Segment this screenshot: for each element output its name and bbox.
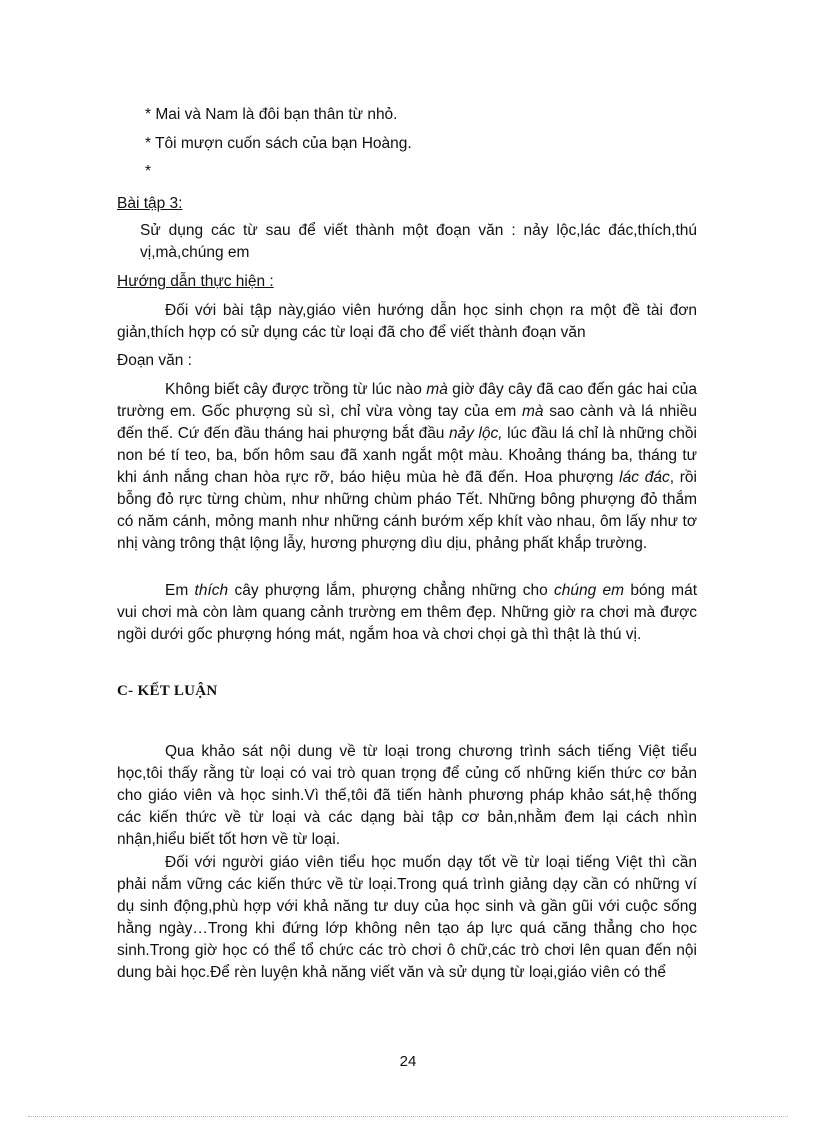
exercise-3-prompt: Sử dụng các từ sau để viết thành một đoạn văn : nảy lộc,lác đác,thích,thú vị,mà,chúng em [140,222,697,261]
keyword-nay-loc: nảy lộc, [448,425,503,442]
conclusion-paragraph-1: Qua khảo sát nội dung về từ loại trong chương trình sách tiếng Việt tiểu học,tôi thấy rằng từ loại có vai trò quan trọng để củng cố những kiến thức cơ bản cho giáo viên và học sinh.Vì thế,tôi đã tiến hành phương pháp khảo sát,hệ thống các kiến thức về từ loại và các dạng bài tập cơ bản,nhằm đem lại cách nhìn nhận,hiểu biết tốt hơn về từ loại. [117,743,697,848]
keyword-ma-2: mà [522,403,544,420]
passage-paragraph-2: Em thích cây phượng lắm, phượng chẳng những cho chúng em bóng mát vui chơi mà còn làm quang cảnh trường em thêm đẹp. Những giờ ra chơi mà được ngồi dưới gốc phượng hóng mát, ngắm hoa và chơi chọi gà thì thật là thú vị. [117,582,697,643]
example-sentence-1: * Mai và Nam là đôi bạn thân từ nhỏ. [145,106,398,123]
exercise-3-title: Bài tập 3: [117,195,183,212]
keyword-chung-em: chúng em [554,582,625,599]
guide-title: Hướng dẫn thực hiện : [117,273,274,290]
keyword-thich: thích [194,582,229,599]
example-sentence-2: * Tôi mượn cuốn sách của bạn Hoàng. [145,135,412,152]
conclusion-paragraph-2: Đối với người giáo viên tiểu học muốn dạy tốt về từ loại tiếng Việt thì cần phải nắm vững các kiến thức về từ loại.Trong quá trình giảng dạy cần có những ví dụ sinh động,phù hợp với khả năng tư duy của học sinh và gần gũi với cuộc sống hằng ngày…Trong khi đứng lớp không nên tạo áp lực quá căng thẳng cho học sinh.Trong giờ học có thể tổ chức các trò chơi ô chữ,các trò chơi lên quan đến nội dung bài học.Để rèn luyện khả năng viết văn và sử dụng từ loại,giáo viên có thể [117,854,697,981]
page-bottom-border [28,1116,788,1117]
passage-label: Đoạn văn : [117,352,192,369]
example-sentence-empty: * [145,163,152,180]
keyword-lac-dac: lác đác [619,469,670,486]
passage-paragraph-1: Không biết cây được trồng từ lúc nào mà giờ đây cây đã cao đến gác hai của trường em. Gốc phượng sù sì, chỉ vừa vòng tay của em mà sao cành và lá nhiều đến thế. Cứ đến đầu tháng hai phượng bắt đầu nảy lộc, lúc đầu lá chỉ là những chồi non bé tí teo, ba, bốn hôm sau đã xanh ngắt một màu. Khoảng tháng ba, tháng tư khi ánh nắng chan hòa rực rỡ, báo hiệu mùa hè đã đến. Hoa phượng lác đác, rồi bỗng đỏ rực từng chùm, như những chùm pháo Tết. Những bông phượng đỏ thắm có năm cánh, mỏng manh như những cánh bướm xếp khít vào nhau, ôm lấy như tơ nhị vàng trông thật lộng lẫy, hương phượng dìu dịu, phảng phất khắp trường. [117,381,698,552]
keyword-ma-1: mà [426,381,448,398]
page-number: 24 [399,1053,417,1070]
guide-body: Đối với bài tập này,giáo viên hướng dẫn học sinh chọn ra một đề tài đơn giản,thích hợp có sử dụng các từ loại đã cho để viết thành đoạn văn [117,302,697,341]
section-heading-conclusion: C- KẾT LUẬN [117,683,218,699]
